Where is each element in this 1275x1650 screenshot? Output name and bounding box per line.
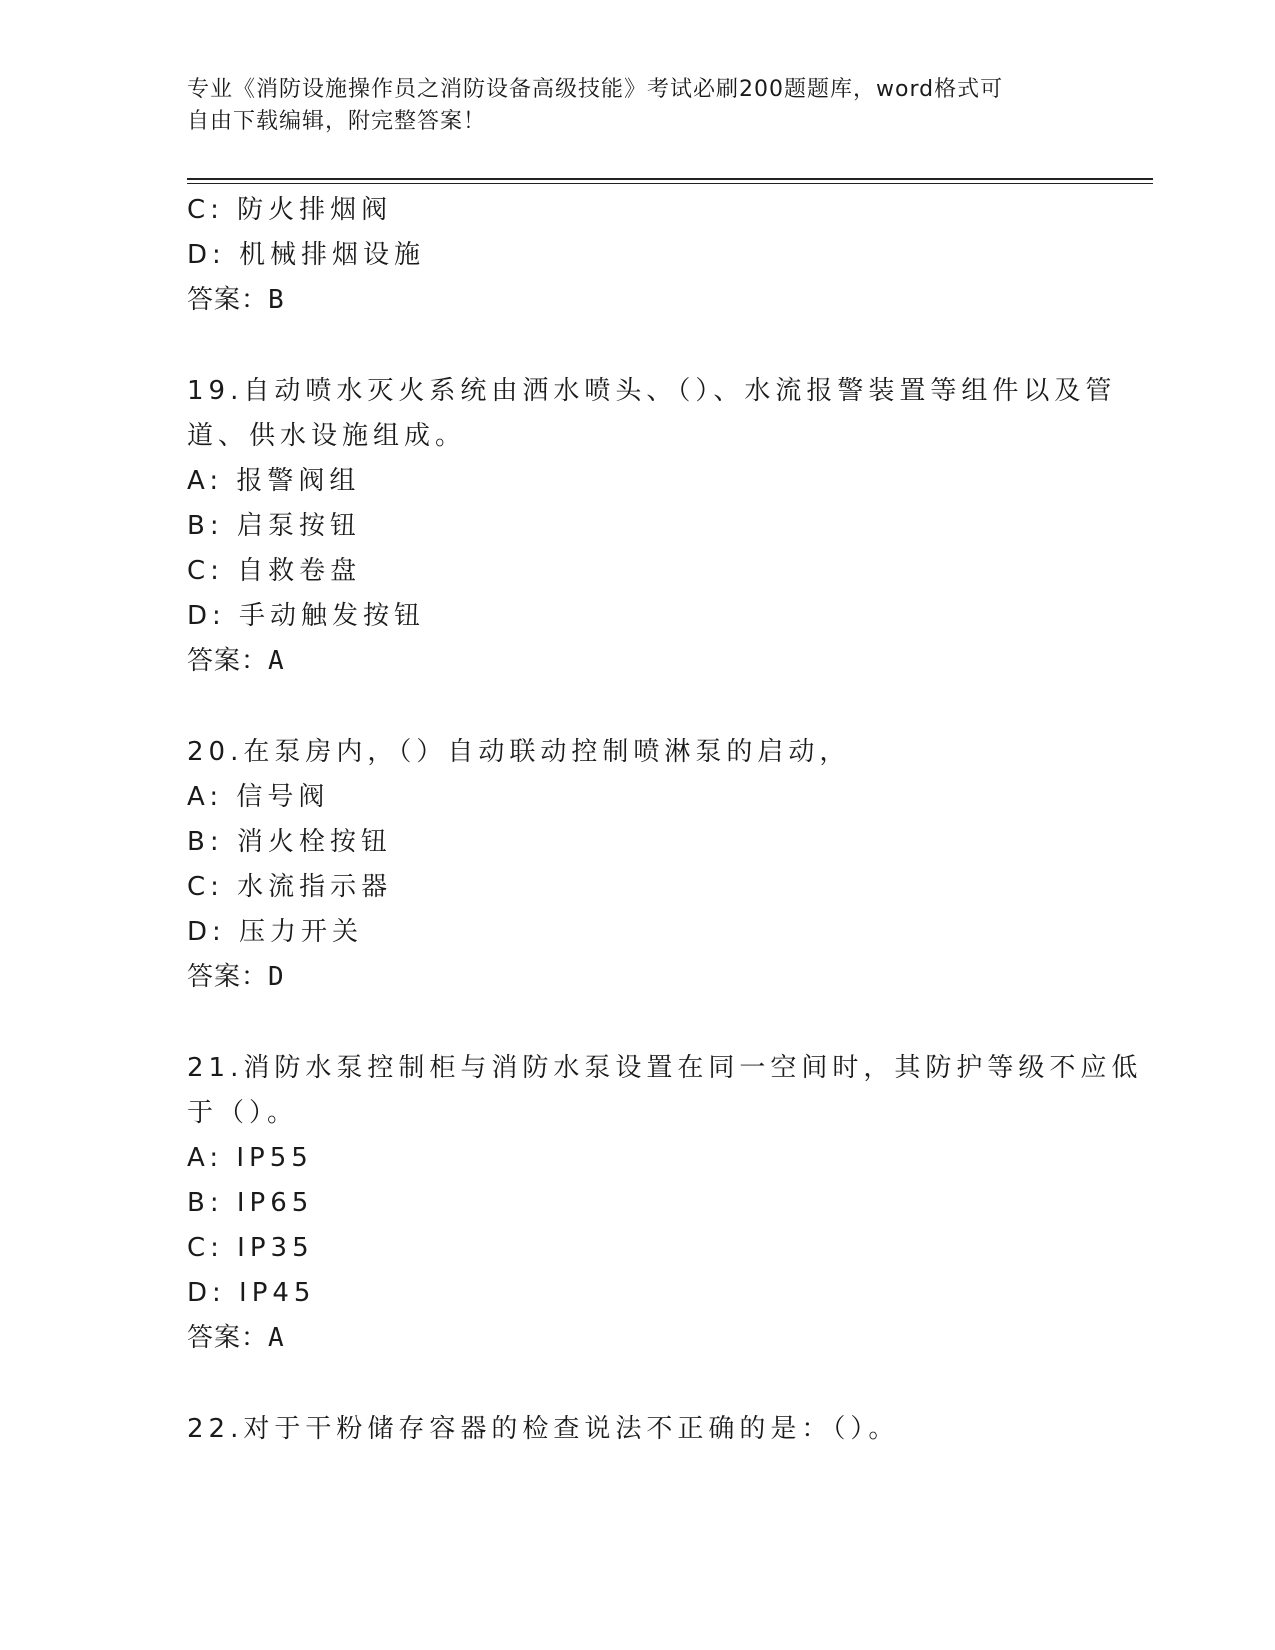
question-22 bbox=[187, 1407, 1087, 1452]
question-stem-line-2: 道、供水设施组成。 bbox=[187, 421, 467, 451]
question-stem-line-2: 于（）。 bbox=[187, 1098, 299, 1128]
header-divider-thick bbox=[187, 178, 1153, 180]
option-c: C: 防火排烟阀 bbox=[187, 195, 393, 225]
question-18-tail bbox=[187, 188, 1087, 323]
option-d: D: 手动触发按钮 bbox=[187, 601, 426, 631]
option-d: D: IP45 bbox=[187, 1278, 316, 1308]
option-a: A: 报警阀组 bbox=[187, 466, 361, 496]
option-b: B: IP65 bbox=[187, 1188, 314, 1218]
option-b: B: 消火栓按钮 bbox=[187, 827, 392, 857]
header-title-line-2: 自由下载编辑，附完整答案！ bbox=[187, 109, 487, 134]
option-a: A: IP55 bbox=[187, 1143, 313, 1173]
answer-value: A bbox=[268, 646, 285, 676]
option-c: C: 水流指示器 bbox=[187, 872, 393, 902]
answer-value: B bbox=[268, 285, 285, 315]
answer-value: A bbox=[268, 1323, 285, 1353]
option-d: D: 压力开关 bbox=[187, 917, 364, 947]
question-19 bbox=[187, 369, 1117, 684]
answer-label: 答案： bbox=[187, 285, 269, 315]
question-20 bbox=[187, 730, 1087, 1000]
answer-label: 答案： bbox=[187, 646, 269, 676]
answer-value: D bbox=[268, 962, 285, 992]
question-stem-line-1: 20.在泵房内，（）自动联动控制喷淋泵的启动， bbox=[187, 737, 851, 767]
answer-label: 答案： bbox=[187, 1323, 269, 1353]
option-c: C: 自救卷盘 bbox=[187, 556, 362, 586]
document-body bbox=[187, 188, 1143, 1452]
question-stem-line-1: 19.自动喷水灭火系统由洒水喷头、（）、水流报警装置等组件以及管 bbox=[187, 376, 1117, 406]
option-b: B: 启泵按钮 bbox=[187, 511, 361, 541]
option-d: D: 机械排烟设施 bbox=[187, 240, 426, 270]
header-title-line-1: 专业《消防设施操作员之消防设备高级技能》考试必刷200题题库，word格式可 bbox=[187, 77, 1004, 102]
header-divider-thin bbox=[187, 183, 1153, 184]
answer-line bbox=[187, 278, 1087, 323]
option-c: C: IP35 bbox=[187, 1233, 314, 1263]
option-a: A: 信号阀 bbox=[187, 782, 330, 812]
question-stem-line-1: 22.对于干粉储存容器的检查说法不正确的是：（）。 bbox=[187, 1414, 900, 1444]
document-header bbox=[187, 74, 1067, 138]
answer-label: 答案： bbox=[187, 962, 269, 992]
answer-line bbox=[187, 955, 1087, 1000]
question-stem-line-1: 21.消防水泵控制柜与消防水泵设置在同一空间时，其防护等级不应低 bbox=[187, 1053, 1143, 1083]
question-21 bbox=[187, 1046, 1143, 1361]
answer-line bbox=[187, 639, 1087, 684]
answer-line bbox=[187, 1316, 1087, 1361]
